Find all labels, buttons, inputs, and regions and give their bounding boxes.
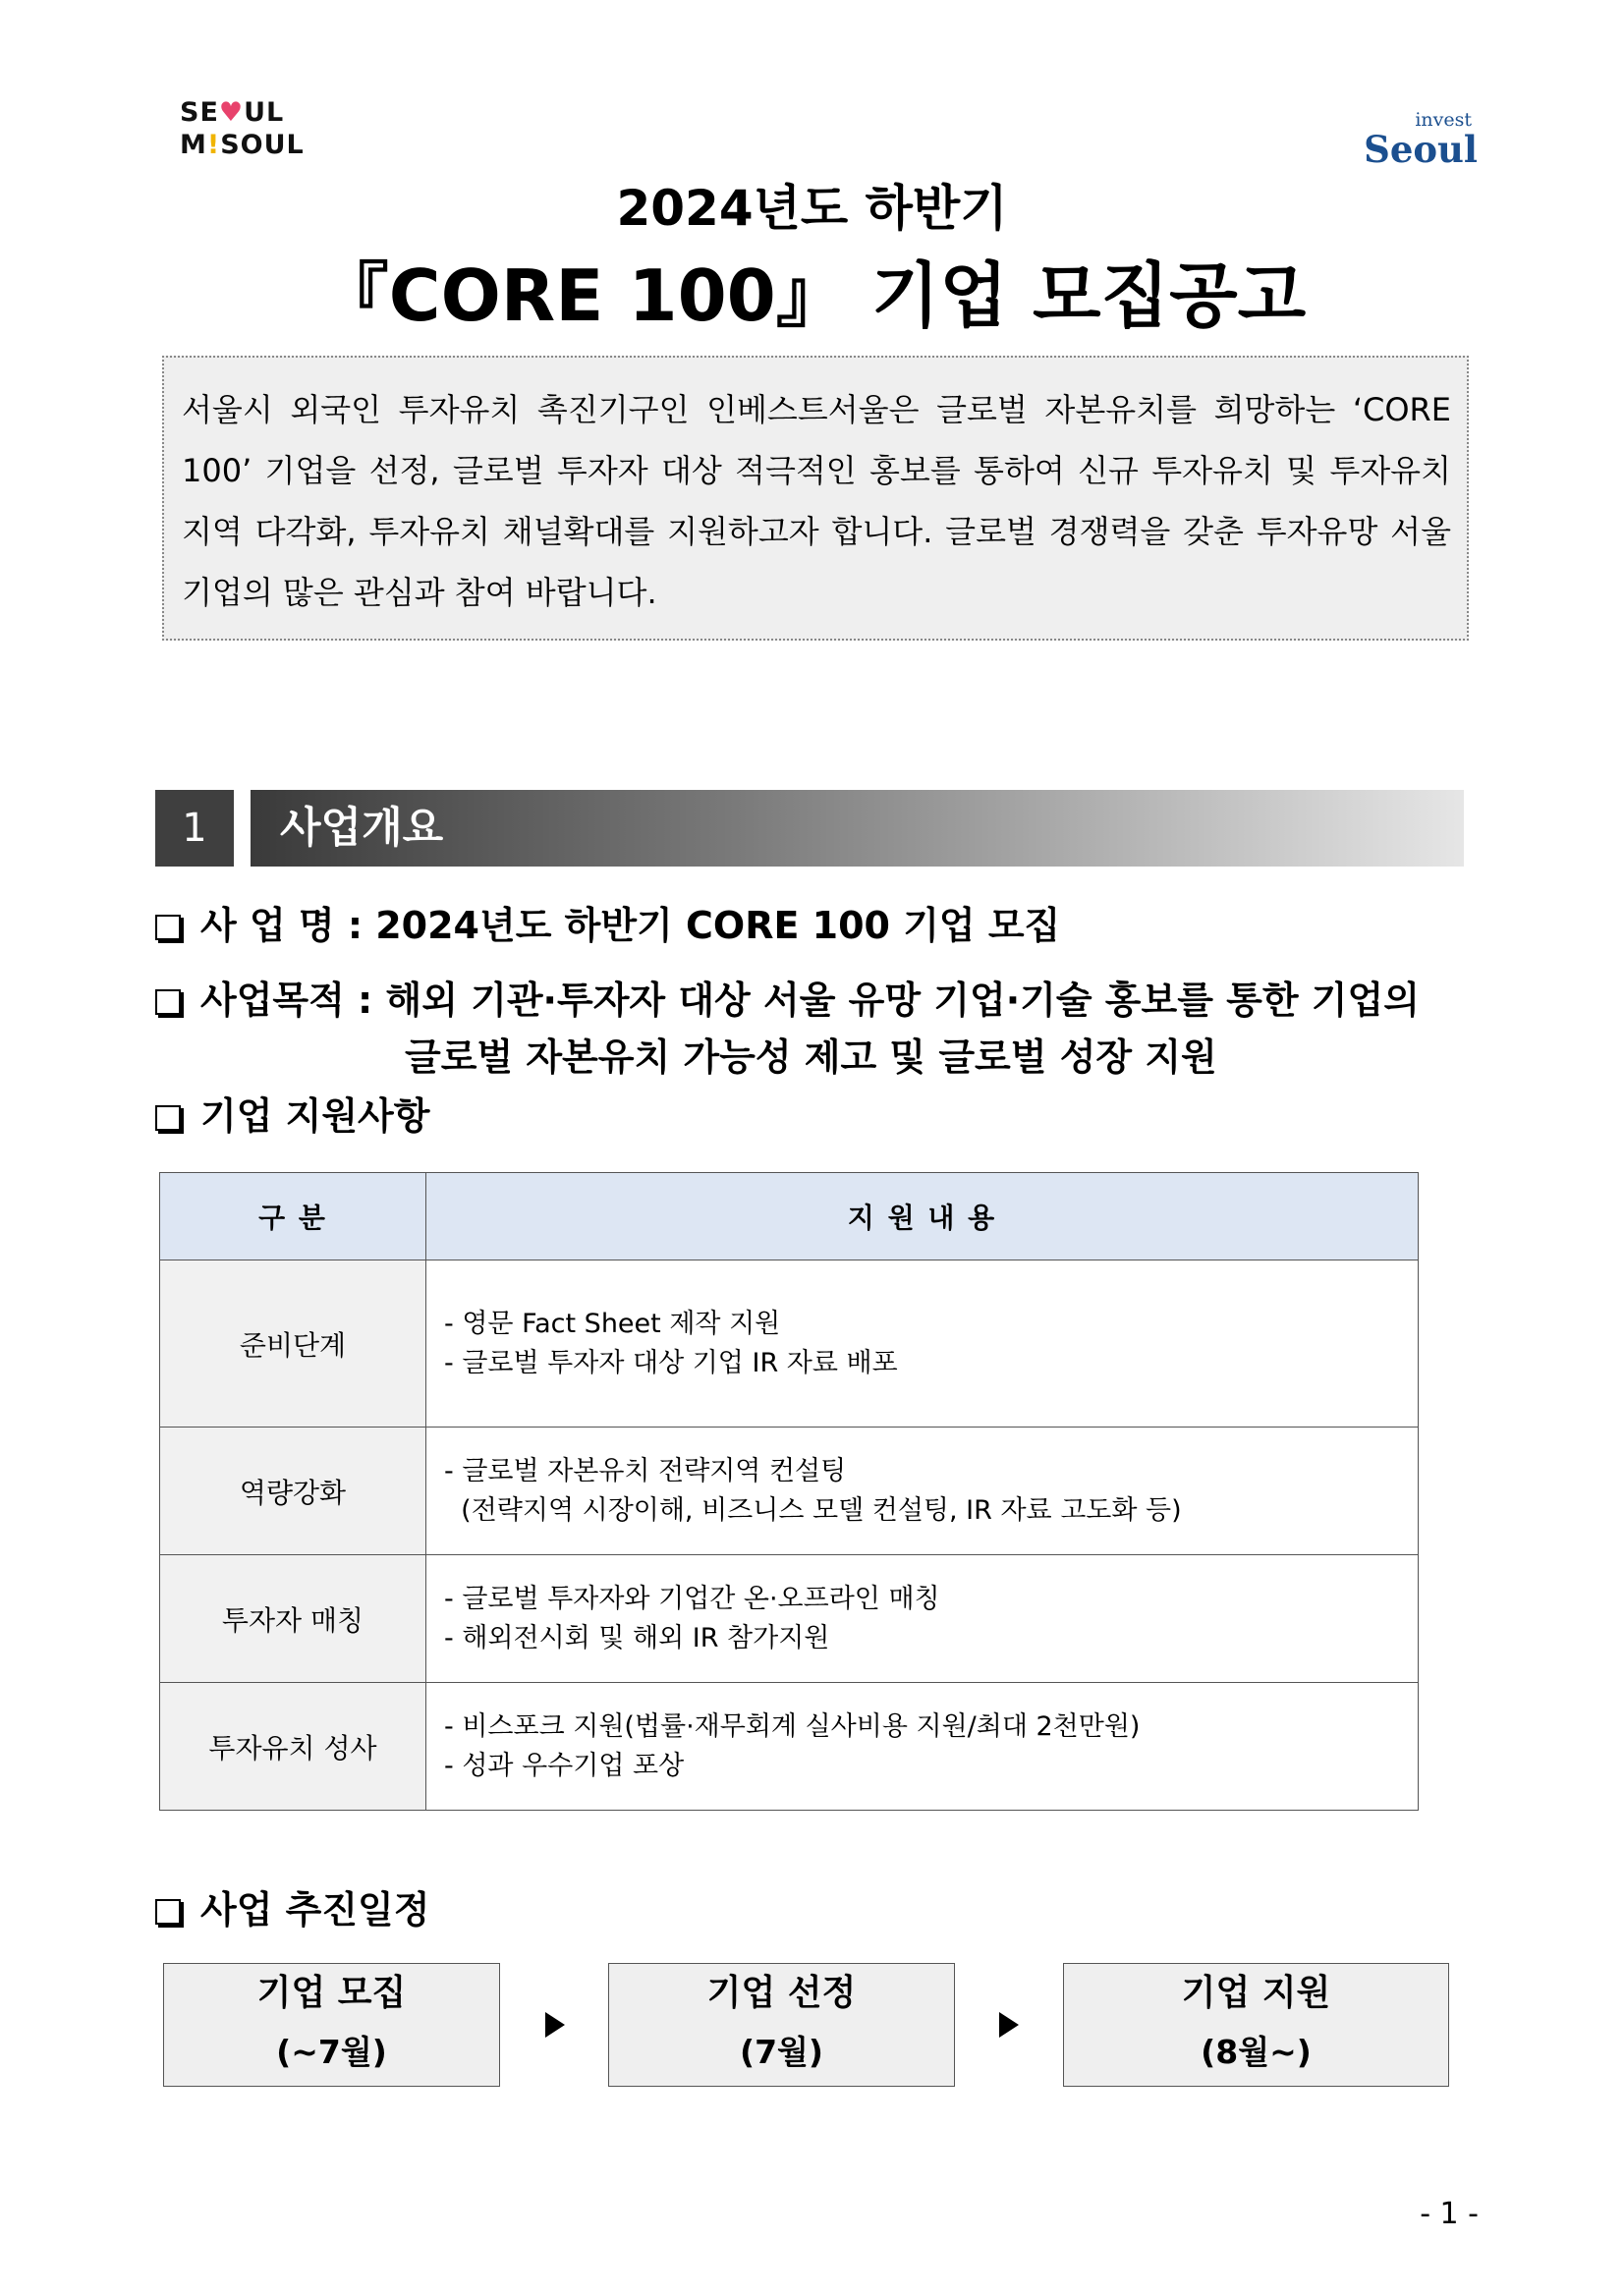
table-cell-content: - 글로벌 투자자와 기업간 온·오프라인 매칭 - 해외전시회 및 해외 IR 참가지원 — [426, 1555, 1419, 1683]
invest-seoul-logo — [1360, 110, 1478, 169]
bullet-support-items: 기업 지원사항 — [155, 1091, 429, 1142]
bullet-project-purpose-cont: 글로벌 자본유치 가능성 제고 및 글로벌 성장 지원 — [405, 1036, 1217, 1079]
schedule-step-title: 기업 지원 — [1181, 1973, 1331, 2013]
schedule-step-period: (~7월) — [276, 2033, 387, 2071]
table-header-row — [160, 1173, 1419, 1260]
intro-box — [162, 356, 1469, 641]
intro-text: 서울시 외국인 투자유치 촉진기구인 인베스트서울은 글로벌 자본유치를 희망하는 ‘CORE 100’ 기업을 선정, 글로벌 투자자 대상 적극적인 홍보를 통하여 신규 투자유치 및 투자유치 지역 다각화, 투자유치 채널확대를 지원하고자 합니다. 글로벌 경쟁력을 갖춘 투자유망 서울기업의 많은 관심과 참여 바랍니다. — [182, 391, 1451, 611]
table-cell-category: 준비단계 — [160, 1260, 426, 1428]
bullet-project-name: 사 업 명 : 2024년도 하반기 CORE 100 기업 모집 — [155, 900, 1060, 951]
logo-seoul-text: Seoul — [1364, 128, 1478, 171]
table-header-content: 지 원 내 용 — [426, 1173, 1419, 1260]
table-cell-category: 투자자 매칭 — [160, 1555, 426, 1683]
table-cell-content: - 영문 Fact Sheet 제작 지원 - 글로벌 투자자 대상 기업 IR 자료 배포 — [426, 1260, 1419, 1428]
bullet-schedule: 사업 추진일정 — [155, 1884, 429, 1935]
table-row — [160, 1683, 1419, 1811]
schedule-step-period: (8월~) — [1201, 2033, 1312, 2071]
table-cell-category: 역량강화 — [160, 1428, 426, 1555]
table-row — [160, 1428, 1419, 1555]
schedule-step-select — [608, 1963, 955, 2087]
document-title-line-1: 2024년도 하반기 — [616, 180, 1008, 237]
bullet-project-purpose: 사업목적 : 해외 기관·투자자 대상 서울 유망 기업·기술 홍보를 통한 기업의 — [155, 975, 1420, 1026]
logo-line-2: M!SOUL — [180, 130, 305, 160]
document-title-line-2: 『CORE 100』 기업 모집공고 — [317, 254, 1307, 337]
section-header-bar — [251, 790, 1464, 867]
heart-icon: ♥ — [218, 97, 245, 128]
table-cell-category: 투자유치 성사 — [160, 1683, 426, 1811]
logo-line-1: SE♥UL — [180, 97, 285, 128]
schedule-step-recruit — [163, 1963, 500, 2087]
schedule-step-period: (7월) — [739, 2033, 823, 2071]
table-row — [160, 1260, 1419, 1428]
seoul-my-soul-logo — [180, 96, 305, 161]
checkbox-square-icon — [155, 989, 181, 1015]
page-number: - 1 - — [1420, 2197, 1479, 2231]
right-arrow-icon — [999, 2012, 1019, 2038]
table-cell-content: - 비스포크 지원(법률·재무회계 실사비용 지원/최대 2천만원) - 성과 우수기업 포상 — [426, 1683, 1419, 1811]
checkbox-square-icon — [155, 1899, 181, 1925]
table-cell-content: - 글로벌 자본유치 전략지역 컨설팅 (전략지역 시장이해, 비즈니스 모델 컨설팅, IR 자료 고도화 등) — [426, 1428, 1419, 1555]
support-table — [159, 1172, 1419, 1811]
schedule-step-title: 기업 선정 — [706, 1973, 857, 2013]
section-title: 사업개요 — [280, 804, 444, 853]
table-header-category: 구 분 — [160, 1173, 426, 1260]
section-number: 1 — [155, 790, 234, 867]
schedule-step-support — [1063, 1963, 1449, 2087]
logo-invest-text: invest — [1415, 109, 1472, 131]
table-row — [160, 1555, 1419, 1683]
schedule-step-title: 기업 모집 — [256, 1973, 407, 2013]
checkbox-square-icon — [155, 915, 181, 940]
right-arrow-icon — [545, 2012, 565, 2038]
exclamation-icon: ! — [206, 130, 221, 160]
checkbox-square-icon — [155, 1105, 181, 1131]
